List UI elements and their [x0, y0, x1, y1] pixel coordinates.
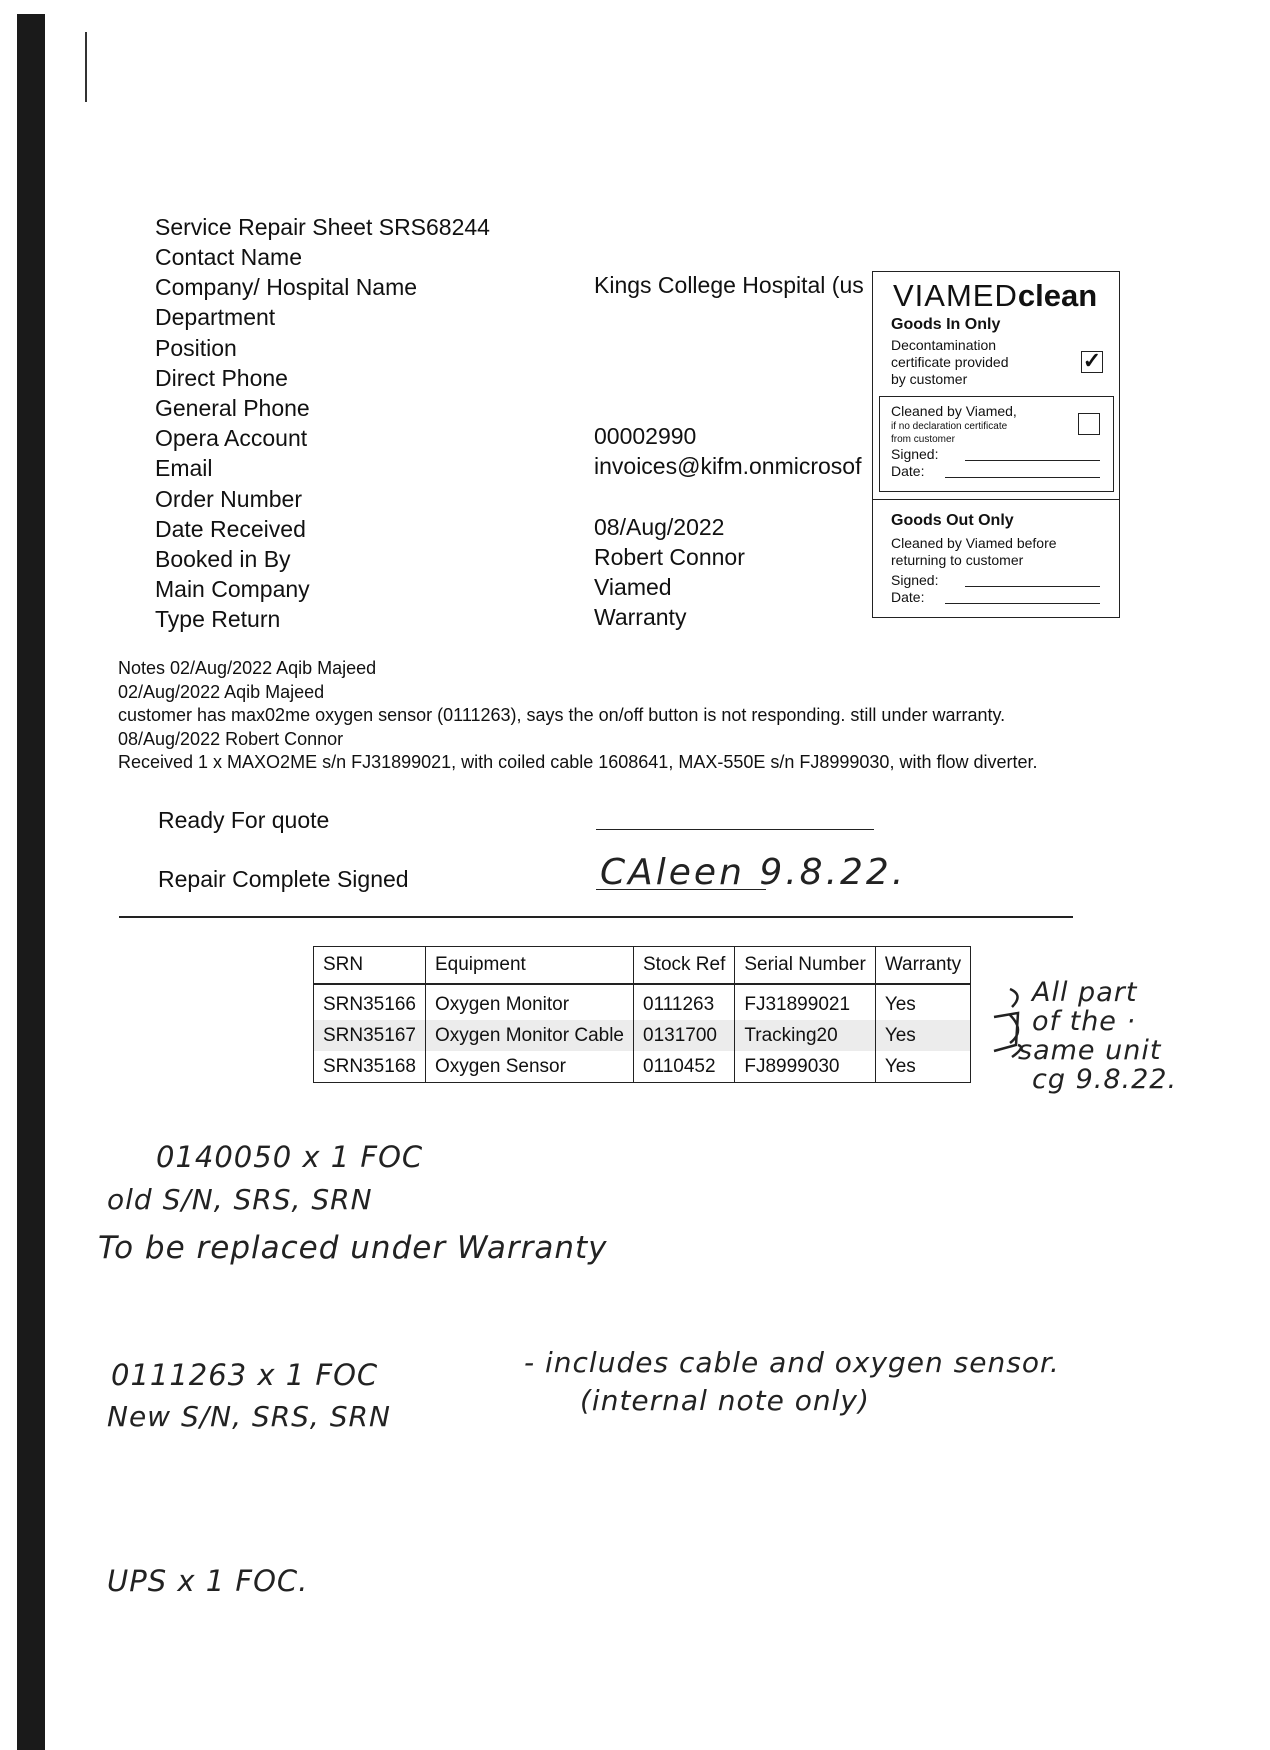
out-date-line [945, 603, 1100, 604]
repair-signature: CAleen 9.8.22. [600, 852, 907, 893]
side-note: All part of the · same unit cg 9.8.22. [1018, 977, 1178, 1095]
hw-line-5: - includes cable and oxygen sensor. [524, 1346, 1060, 1379]
field-label: General Phone [155, 395, 310, 421]
bracket-mark [990, 985, 1040, 1085]
field-value: invoices@kifm.onmicrosof [594, 453, 862, 480]
table-cell: Yes [875, 984, 970, 1020]
goods-out-heading: Goods Out Only [891, 512, 1014, 529]
field-label: Company/ Hospital Name [155, 274, 418, 301]
column-header: Warranty [875, 947, 970, 985]
date-line [945, 477, 1100, 478]
field-value: Warranty [594, 604, 687, 631]
column-header: SRN [314, 947, 426, 985]
divider [873, 499, 1119, 500]
hw-line-4: 0111263 x 1 FOC [111, 1358, 379, 1392]
table-row [314, 1020, 971, 1051]
table-cell: Tracking20 [735, 1020, 875, 1051]
table-row [314, 1051, 971, 1083]
hw-line-7: New S/N, SRS, SRN [107, 1400, 391, 1433]
notes: Notes 02/Aug/2022 Aqib Majeed 02/Aug/2022 Aqib Majeed customer has max02me oxygen sensor (0111263), says the on/off button is not responding. still under warranty. 08/Aug/2022 Robert Connor Received 1 x MAXO2ME s/n FJ31899021, with coiled cable 1608641, MAX-550E s/n FJ8999030, with flow diverter. [118, 658, 1038, 772]
hw-line-3: To be replaced under Warranty [98, 1230, 608, 1266]
table-cell: 0110452 [634, 1051, 735, 1083]
column-header: Serial Number [735, 947, 875, 985]
table-cell: Yes [875, 1051, 970, 1083]
field-label: Direct Phone [155, 364, 288, 391]
field-label: Position [155, 334, 237, 361]
signed-line [965, 460, 1100, 461]
hw-line-2: old S/N, SRS, SRN [107, 1183, 373, 1216]
cleaned-section [879, 396, 1114, 492]
viamed-clean-stamp [872, 271, 1120, 618]
field-label: Date Received [155, 515, 306, 542]
table-cell: FJ8999030 [735, 1051, 875, 1083]
scan-edge [17, 14, 45, 1750]
decon-checkbox[interactable]: ✓ [1082, 348, 1102, 373]
hw-line-8: UPS x 1 FOC. [107, 1564, 309, 1598]
sheet-title: Service Repair Sheet SRS68244 [155, 214, 490, 240]
viamed-logo: VIAMEDclean [893, 278, 1098, 313]
signature-line [596, 889, 766, 890]
section-divider [119, 916, 1073, 918]
table-cell: Oxygen Monitor [425, 984, 633, 1020]
field-label: Contact Name [155, 244, 303, 270]
hw-line-1: 0140050 x 1 FOC [156, 1140, 424, 1174]
table-cell: Oxygen Sensor [425, 1051, 633, 1083]
field-value: Robert Connor [594, 544, 745, 570]
cleaned-text: Cleaned by Viamed, if no declaration certificate from customer Signed: Date: [891, 403, 1017, 479]
column-header: Stock Ref [634, 947, 735, 985]
repair-complete-label: Repair Complete Signed [158, 866, 409, 892]
field-label: Department [155, 304, 276, 331]
field-value: Kings College Hospital (us [594, 272, 864, 299]
column-header: Equipment [425, 947, 633, 985]
field-value: Viamed [594, 574, 672, 601]
cleaned-checkbox[interactable] [1078, 413, 1100, 435]
table-cell: SRN35166 [314, 984, 426, 1020]
table-cell: 0111263 [634, 984, 735, 1020]
field-value: 00002990 [594, 423, 697, 450]
table-cell: Yes [875, 1020, 970, 1051]
ready-for-quote-line [596, 829, 874, 830]
ready-for-quote-label: Ready For quote [158, 807, 330, 833]
table-row [314, 984, 971, 1020]
table-cell: 0131700 [634, 1020, 735, 1051]
field-label: Email [155, 455, 213, 482]
field-label: Opera Account [155, 425, 308, 452]
goods-in-heading: Goods In Only [891, 316, 1001, 333]
out-signed-line [965, 586, 1100, 587]
field-label: Type Return [155, 606, 281, 633]
field-label: Order Number [155, 485, 302, 512]
goods-out-text: Cleaned by Viamed before returning to customer Signed: Date: [891, 535, 1057, 605]
table-cell: FJ31899021 [735, 984, 875, 1020]
table-cell: SRN35168 [314, 1051, 426, 1083]
hw-line-6: (internal note only) [580, 1384, 870, 1417]
table-cell: Oxygen Monitor Cable [425, 1020, 633, 1051]
table-cell: SRN35167 [314, 1020, 426, 1051]
field-value: 08/Aug/2022 [594, 513, 725, 540]
decon-text: Decontamination certificate provided by customer [891, 337, 1009, 387]
field-label: Booked in By [155, 546, 291, 572]
equipment-table [313, 946, 971, 1083]
scan-mark [85, 32, 87, 102]
field-label: Main Company [155, 576, 310, 603]
